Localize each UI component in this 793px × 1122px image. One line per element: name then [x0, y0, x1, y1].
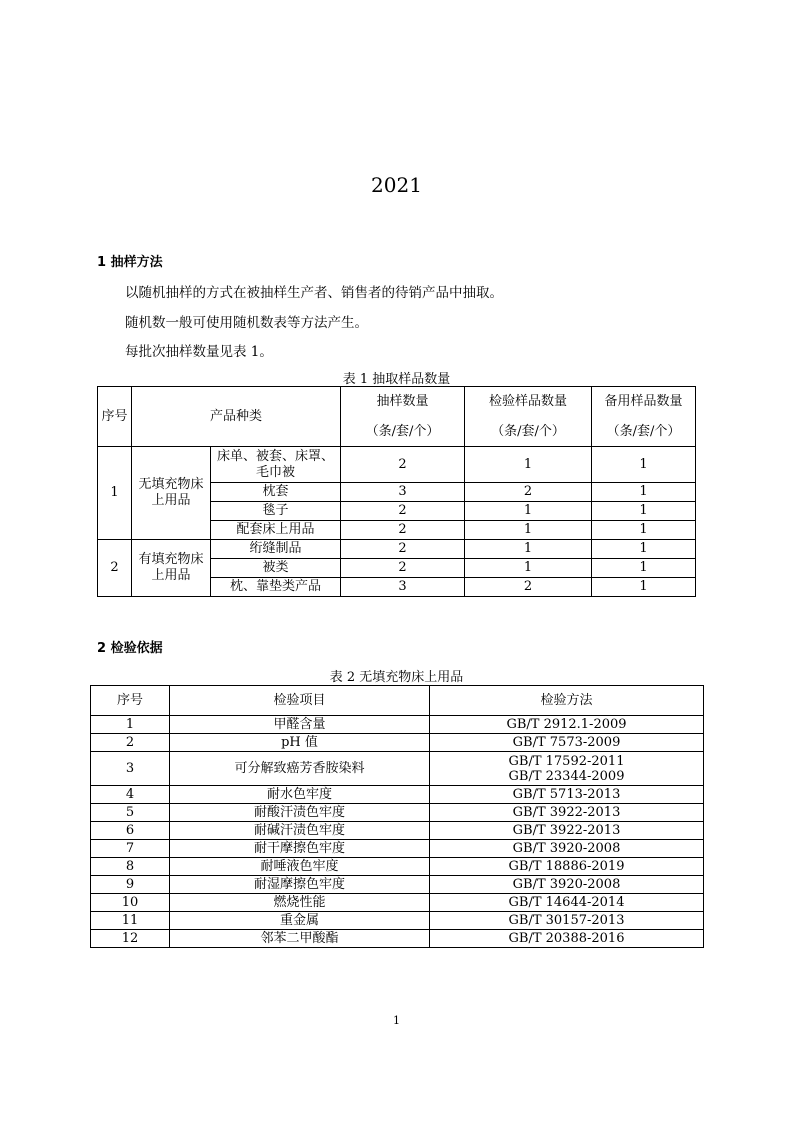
table-row-sample: 2: [341, 521, 465, 540]
table-row-no: 3: [91, 752, 170, 786]
table-row-method: [430, 786, 704, 804]
method-standard: GB/T 30157-2013: [508, 913, 625, 928]
table-row-no: 8: [91, 858, 170, 876]
method-standard: GB/T 7573-2009: [512, 735, 621, 750]
table-row-sample: 3: [341, 578, 465, 597]
table-row-reserve: 1: [592, 578, 696, 597]
table-row-reserve: 1: [592, 521, 696, 540]
table-row-inspect: 2: [465, 578, 592, 597]
table-row-method: [430, 840, 704, 858]
section-1-paragraph-3: 每批次抽样数量见表 1。: [125, 344, 273, 360]
table-row-no: 10: [91, 894, 170, 912]
table-row: [91, 930, 704, 948]
table-row-no: 9: [91, 876, 170, 894]
table-row-item: 耐酸汗渍色牢度: [170, 804, 430, 822]
section-1-paragraph-2: 随机数一般可使用随机数表等方法产生。: [125, 315, 368, 331]
header-reserve-qty-unit: （条/套/个）: [606, 423, 681, 439]
section-1-heading: 1 抽样方法: [97, 255, 163, 270]
table-row: [91, 912, 704, 930]
page-number: 1: [393, 1014, 400, 1027]
table-row-method: [430, 822, 704, 840]
table-1-caption: 表 1 抽取样品数量: [342, 372, 451, 387]
table-row-item: 枕套: [211, 483, 341, 502]
method-standard: GB/T 3922-2013: [512, 805, 621, 820]
table-row-item: 耐唾液色牢度: [170, 858, 430, 876]
table-row-sample: 2: [341, 447, 465, 483]
table-row-item: 可分解致癌芳香胺染料: [170, 752, 430, 786]
table-row-sample: 3: [341, 483, 465, 502]
table-row: [91, 822, 704, 840]
header-category: 产品种类: [132, 387, 341, 447]
table-row-method: [430, 716, 704, 734]
table-row-no: 2: [91, 734, 170, 752]
header-reserve-qty-label: 备用样品数量: [604, 393, 683, 409]
section-2-heading: 2 检验依据: [97, 641, 163, 656]
group-2-no: 2: [98, 540, 132, 597]
table-row-reserve: 1: [592, 559, 696, 578]
table-row-no: 4: [91, 786, 170, 804]
table-row-no: 12: [91, 930, 170, 948]
method-standard: GB/T 20388-2016: [508, 931, 625, 946]
table-row-method: [430, 912, 704, 930]
method-standard: GB/T 3920-2008: [512, 877, 621, 892]
table-row: [91, 734, 704, 752]
table-row-inspect: 1: [465, 559, 592, 578]
table-row-inspect: 1: [465, 521, 592, 540]
table-row-reserve: 1: [592, 447, 696, 483]
method-standard: GB/T 18886-2019: [508, 859, 625, 874]
table-row-inspect: 2: [465, 483, 592, 502]
table-row-method: [430, 752, 704, 786]
header-no: 序号: [98, 387, 132, 447]
header-inspect-qty: [465, 387, 592, 447]
header-sample-qty-label: 抽样数量: [376, 393, 429, 409]
table-row: [91, 804, 704, 822]
table-row: [91, 786, 704, 804]
group-1-name: 无填充物床上用品: [132, 447, 211, 540]
section-1-paragraph-1: 以随机抽样的方式在被抽样生产者、销售者的待销产品中抽取。: [125, 285, 503, 301]
table-row-reserve: 1: [592, 483, 696, 502]
table-row-item: 燃烧性能: [170, 894, 430, 912]
header-item: 检验项目: [170, 686, 430, 716]
table-row-item: pH 值: [170, 734, 430, 752]
table-row-sample: 2: [341, 540, 465, 559]
table-row-reserve: 1: [592, 502, 696, 521]
table-row-method: [430, 894, 704, 912]
table-2-caption: 表 2 无填充物床上用品: [329, 670, 464, 685]
method-standard: GB/T 5713-2013: [512, 787, 621, 802]
table-row-item: 耐碱汗渍色牢度: [170, 822, 430, 840]
table-row-item: 耐干摩擦色牢度: [170, 840, 430, 858]
table-row-sample: 2: [341, 559, 465, 578]
table-row: [91, 876, 704, 894]
header-inspect-qty-label: 检验样品数量: [489, 393, 568, 409]
inspection-basis-table: [90, 685, 704, 948]
table-row-item: 甲醛含量: [170, 716, 430, 734]
table-row-sample: 2: [341, 502, 465, 521]
table-row-inspect: 1: [465, 540, 592, 559]
table-row-item: 枕、靠垫类产品: [211, 578, 341, 597]
table-row-item: 耐湿摩擦色牢度: [170, 876, 430, 894]
method-standard: GB/T 3922-2013: [512, 823, 621, 838]
table-row-no: 1: [91, 716, 170, 734]
table-row-inspect: 1: [465, 447, 592, 483]
table-row-no: 5: [91, 804, 170, 822]
method-standard: GB/T 17592-2011: [508, 753, 625, 769]
table-row-method: [430, 858, 704, 876]
table-row-reserve: 1: [592, 540, 696, 559]
table-row: [91, 858, 704, 876]
table-row-inspect: 1: [465, 502, 592, 521]
table-row: [91, 894, 704, 912]
table-row-item: 邻苯二甲酸酯: [170, 930, 430, 948]
header-reserve-qty: [592, 387, 696, 447]
sample-quantity-table: [97, 386, 696, 597]
header-sample-qty: [341, 387, 465, 447]
document-year: 2021: [371, 173, 422, 197]
method-standard: GB/T 14644-2014: [508, 895, 625, 910]
table-row-item: 重金属: [170, 912, 430, 930]
method-standard: GB/T 23344-2009: [508, 768, 625, 784]
table-row-item: 配套床上用品: [211, 521, 341, 540]
group-1-no: 1: [98, 447, 132, 540]
table-row-item: 床单、被套、床罩、毛巾被: [211, 447, 341, 483]
table-row-method: [430, 930, 704, 948]
method-standard: GB/T 2912.1-2009: [506, 717, 627, 732]
table-row-item: 绗缝制品: [211, 540, 341, 559]
table-row-method: [430, 804, 704, 822]
table-row-no: 7: [91, 840, 170, 858]
table-row-item: 被类: [211, 559, 341, 578]
table-row-method: [430, 876, 704, 894]
table-row: [91, 840, 704, 858]
group-2-name: 有填充物床上用品: [132, 540, 211, 597]
table-row-no: 6: [91, 822, 170, 840]
table-row-no: 11: [91, 912, 170, 930]
header-method: 检验方法: [430, 686, 704, 716]
header-sample-qty-unit: （条/套/个）: [365, 423, 440, 439]
table-row-method: [430, 734, 704, 752]
table-row-item: 耐水色牢度: [170, 786, 430, 804]
header-inspect-qty-unit: （条/套/个）: [491, 423, 565, 439]
table-row-item: 毯子: [211, 502, 341, 521]
method-standard: GB/T 3920-2008: [512, 841, 621, 856]
table-row: [91, 752, 704, 786]
table-row: [91, 716, 704, 734]
header-no: 序号: [91, 686, 170, 716]
